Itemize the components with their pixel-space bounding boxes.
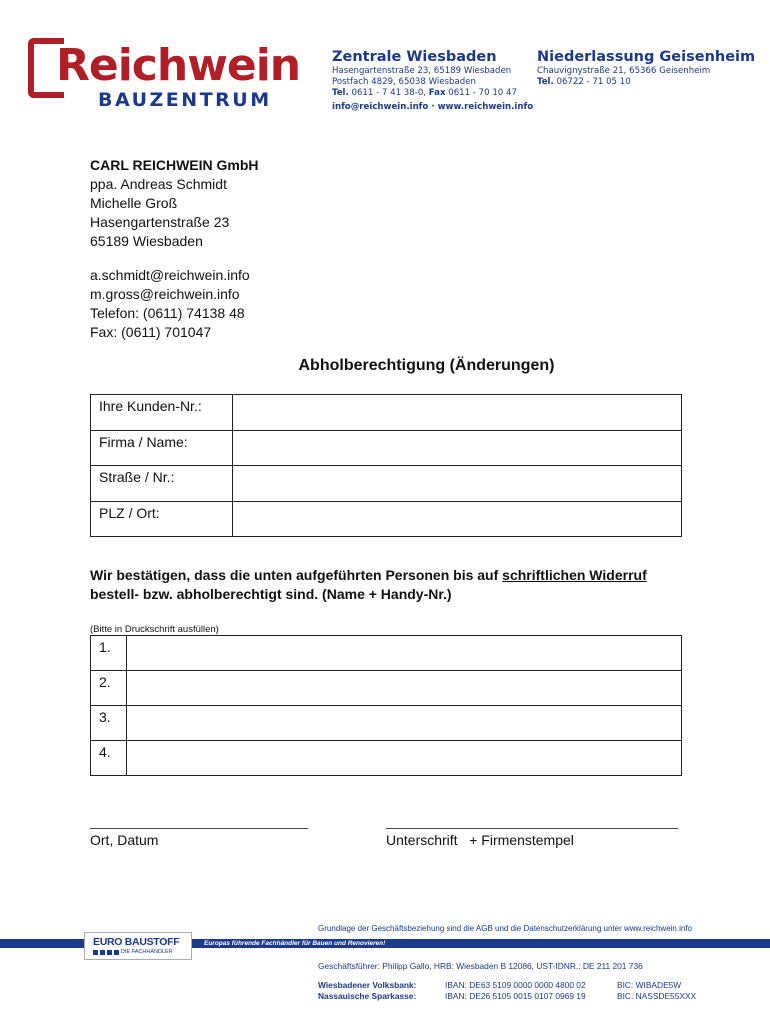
- branch-street: Chauvignystraße 21, 65366 Geisenheim: [537, 66, 711, 76]
- central-phone-line: [332, 88, 533, 99]
- management-info: Geschäftsführer: Philipp Gallo, HRB: Wiesbaden B 12086, UST-IDNR.: DE 211 201 736: [318, 961, 643, 971]
- row-number: 3.: [91, 706, 127, 741]
- table-row: [91, 741, 682, 776]
- logo-square: [114, 950, 119, 955]
- bank-iban: IBAN: DE63 5109 0000 0000 4800 02: [445, 980, 586, 990]
- customer-number-field[interactable]: [233, 395, 682, 431]
- email-gross[interactable]: m.gross@reichwein.info: [90, 286, 240, 302]
- bank-bics: [617, 980, 696, 1002]
- person-field[interactable]: [127, 671, 682, 706]
- signature-label: Unterschrift + Firmenstempel: [386, 832, 574, 848]
- bank-names: [318, 980, 416, 1002]
- confirmation-text: [90, 566, 730, 604]
- bank-iban: IBAN: DE26 5105 0015 0107 0969 19: [445, 991, 586, 1001]
- person-field[interactable]: [127, 636, 682, 671]
- logo-square: [93, 950, 98, 955]
- central-web[interactable]: info@reichwein.info · www.reichwein.info: [332, 102, 534, 112]
- central-tel: 0611 - 7 41 38-0,: [351, 88, 427, 98]
- row-number: 2.: [91, 671, 127, 706]
- person-field[interactable]: [127, 741, 682, 776]
- branch-title: Niederlassung Geisenheim: [537, 49, 756, 65]
- table-row: [91, 466, 682, 502]
- central-fax: 0611 - 70 10 47: [448, 88, 517, 98]
- central-title: Zentrale Wiesbaden: [332, 49, 497, 65]
- confirm-text-start: Wir bestätigen, dass die unten aufgeführten Personen bis auf: [90, 567, 503, 583]
- table-row: [91, 636, 682, 671]
- logo-wordmark: Reichwein: [56, 40, 301, 91]
- company-name-field[interactable]: [233, 430, 682, 466]
- logo-square: [107, 950, 112, 955]
- company-name: CARL REICHWEIN GmbH: [90, 157, 259, 173]
- field-label: Ihre Kunden-Nr.:: [91, 395, 233, 431]
- confirm-text-end: bestell- bzw. abholberechtigt sind. (Name + Handy-Nr.): [90, 586, 452, 602]
- address-line: Michelle Groß: [90, 195, 178, 211]
- street-field[interactable]: [233, 466, 682, 502]
- branch-tel: 06722 - 71 05 10: [556, 77, 631, 87]
- euro-logo-sub: DIE FACHHÄNDLER: [121, 949, 173, 955]
- email-schmidt[interactable]: a.schmidt@reichwein.info: [90, 267, 250, 283]
- signature-line[interactable]: [386, 828, 678, 829]
- terms-note: Grundlage der Geschäftsbeziehung sind die AGB und die Datenschutzerklärung unter www.reichwein.info: [318, 924, 692, 933]
- reichwein-logo: [28, 38, 304, 110]
- zip-city-field[interactable]: [233, 501, 682, 537]
- contact-block: [90, 266, 250, 342]
- customer-table: [90, 394, 682, 537]
- bank-bic: BIC: NASSDE55XXX: [617, 991, 697, 1001]
- table-row: [91, 671, 682, 706]
- tel-label: Tel.: [332, 88, 349, 98]
- form-title-wrap: [0, 357, 770, 375]
- address-line: Hasengartenstraße 23: [90, 214, 230, 230]
- bank-name: Nassauische Sparkasse:: [318, 991, 417, 1001]
- bank-bic: BIC: WIBADE5W: [617, 980, 682, 990]
- confirm-underlined: schriftlichen Widerruf: [502, 567, 647, 583]
- logo-subtitle: BAUZENTRUM: [98, 89, 272, 111]
- person-field[interactable]: [127, 706, 682, 741]
- row-number: 4.: [91, 741, 127, 776]
- form-title: Abholberechtigung (Änderungen): [298, 357, 555, 374]
- central-postbox: Postfach 4829, 65038 Wiesbaden: [332, 77, 476, 87]
- place-date-label: Ort, Datum: [90, 832, 159, 848]
- central-street: Hasengartenstraße 23, 65189 Wiesbaden: [332, 66, 512, 76]
- branch-phone-line: [537, 77, 755, 88]
- band-slogan: Europas führende Fachhändler für Bauen und Renovieren!: [204, 940, 386, 947]
- table-row: [91, 501, 682, 537]
- bank-ibans: [445, 980, 586, 1002]
- logo-square: [100, 950, 105, 955]
- table-row: [91, 395, 682, 431]
- fax: Fax: (0611) 701047: [90, 324, 212, 340]
- address-line: 65189 Wiesbaden: [90, 233, 203, 249]
- print-hint: (Bitte in Druckschrift ausfüllen): [90, 624, 219, 635]
- field-label: Straße / Nr.:: [91, 466, 233, 502]
- euro-logo-text: EURO BAUSTOFF: [93, 936, 180, 948]
- address-line: ppa. Andreas Schmidt: [90, 176, 227, 192]
- header-central-office: [332, 48, 533, 113]
- fax-label: Fax: [428, 88, 446, 98]
- field-label: PLZ / Ort:: [91, 501, 233, 537]
- table-row: [91, 706, 682, 741]
- bank-name: Wiesbadener Volksbank:: [318, 980, 417, 990]
- tel-label: Tel.: [537, 77, 554, 87]
- header-branch-office: [537, 48, 755, 88]
- sender-address: [90, 156, 259, 251]
- field-label: Firma / Name:: [91, 430, 233, 466]
- persons-table: [90, 635, 682, 776]
- eurobaustoff-logo: [84, 932, 192, 960]
- phone: Telefon: (0611) 74138 48: [90, 305, 245, 321]
- row-number: 1.: [91, 636, 127, 671]
- table-row: [91, 430, 682, 466]
- date-line[interactable]: [90, 828, 308, 829]
